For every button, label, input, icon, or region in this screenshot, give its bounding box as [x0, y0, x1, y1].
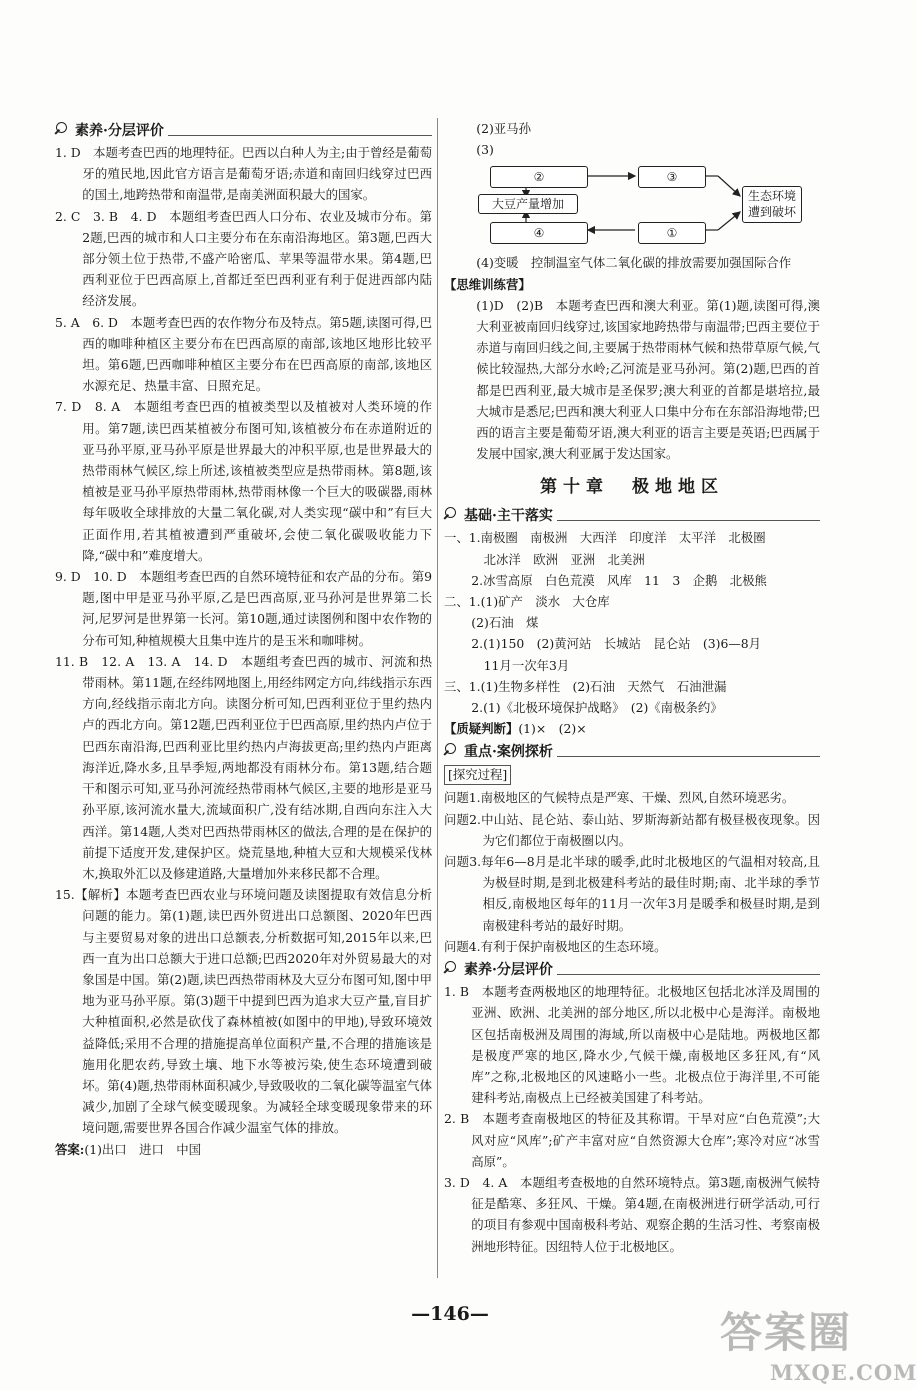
watermark-logo	[720, 1300, 917, 1390]
basic-line: 三、1.(1)生物多样性 (2)石油 天然气 石油泄漏	[444, 678, 727, 694]
answer-item: 15.【解析】本题考查巴西农业与环境问题及读图提取有效信息分析问题的能力。第(1)题,读巴西外贸进出口总额图、2020年巴西与主要贸易对象的进出口总额表,分析数据可知,2015年以来,巴西一直为出口总额大于进口总额;巴西2020年对外贸易最大的对象国是中国。第(2)题,读巴西热带雨林及大豆分布图可知,图中甲地为亚马孙平原。第(3)题干中提到巴西为追求大豆产量,盲目扩大种植面积,必然是砍伐了森林植被(如图中的甲地),导致环境效益降低;采用不合理的措施提高单位面积产量,不合理的措施该是施用化肥农药,导致土壤、地下水等被污染,使生态环境遭到破坏。第(4)题,热带雨林面积减少,导致吸收的二氧化碳等温室气体减少,加剧了全球气候变暖现象。为减轻全球变暖现象带来的环境问题,需要世界各国合作减少温室气体的排放。	[55, 887, 432, 1136]
watermark-text: 答案圈	[720, 1308, 853, 1357]
answer-item: 9. D 10. D 本题组考查巴西的自然环境特征和农产品的分布。第9题,图中甲是亚马孙平原,乙是巴西高原,亚马孙河是世界第二长河,尼罗河是世界第一长河。第10题,通过读图例和图中农作物的分布可知,种植规模大且集中连片的是玉米和咖啡树。	[55, 569, 432, 648]
column-divider	[437, 118, 438, 1278]
diagram-box-1: ①	[638, 222, 706, 244]
basic-line: (2)石油 煤	[471, 615, 539, 631]
section-title: 基础·主干落实	[464, 508, 553, 525]
question-item: 问题4.有利于保护南极地区的生态环境。	[444, 938, 667, 954]
section-heading	[55, 118, 432, 142]
answer-item: 1. D 本题考查巴西的地理特征。巴西以白种人为主;由于曾经是葡萄牙的殖民地,因此官方语言是葡萄牙语;赤道和南回归线穿过巴西的国土,地跨热带和南温带,是南美洲面积最大的国家。	[55, 145, 432, 203]
answer-line: (2)亚马孙	[476, 121, 531, 136]
question-item: 问题2.中山站、昆仑站、泰山站、罗斯海新站都有极昼极夜现象。因为它们都位于南极圈以内。	[444, 811, 820, 848]
section-heading	[444, 503, 820, 527]
explore-label: [探究过程]	[444, 765, 511, 785]
diagram-box-2: ②	[490, 166, 588, 188]
basic-line: 北冰洋 欧洲 亚洲 北美洲	[471, 551, 645, 567]
answer-item: 7. D 8. A 本题组考查巴西的植被类型以及植被对人类环境的作用。第7题,读巴西某植被分布图可知,该植被分布在赤道附近的亚马孙平原,亚马孙平原是世界最大的冲积平原,也是世界最大的热带雨林气候区,综上所述,该植被类型应是热带雨林。第8题,该植被是亚马孙平原热带雨林,热带雨林像一个巨大的吸碳器,雨林每年吸收全球排放的大量二氧化碳,对人类实现“碳中和”有巨大正面作用,若其植被遭到严重破坏,会使二氧化碳吸收能力下降,“碳中和”难度增大。	[55, 399, 432, 563]
think-title: 【思维训练营】	[444, 276, 531, 292]
diagram-box-soy: 大豆产量增加	[478, 194, 578, 214]
heading-rule	[557, 745, 820, 757]
section-title: 素养·分层评价	[75, 123, 164, 139]
answer-item: 1. B 本题考查两极地区的地理特征。北极地区包括北冰洋及周围的亚洲、欧洲、北美洲的部分地区,所以北极中心是海洋。南极地区包括南极洲及周围的海域,所以南极中心是陆地。两极地区都是极度严寒的地区,降水少,气候干燥,南极地区多狂风,有“风库”之称,北极地区的风速略小一些。北极点位于海洋里,不可能建科考站,南极点上已经被美国建了科考站。	[444, 984, 820, 1106]
magnifier-icon	[444, 507, 460, 523]
answer-item: 2. B 本题考查南极地区的特征及其称谓。干旱对应“白色荒漠”;大风对应“风库”;矿产丰富对应“自然资源大仓库”;寒冷对应“冰雪高原”。	[444, 1111, 820, 1169]
judge-title: 【质疑判断】	[444, 721, 519, 737]
question-item: 问题1.南极地区的气候特点是严寒、干燥、烈风,自然环境恶劣。	[444, 790, 795, 806]
basic-line: 二、1.(1)矿产 淡水 大仓库	[444, 594, 610, 610]
diagram-box-3: ③	[638, 166, 706, 188]
answer-line: (3)	[476, 142, 494, 158]
answer-text: (1)出口 进口 中国	[84, 1141, 202, 1157]
left-column	[55, 118, 432, 1160]
basic-line: 一、1.南极圈 南极洲 大西洋 印度洋 太平洋 北极圈	[444, 530, 766, 546]
magnifier-icon	[444, 961, 460, 977]
answer-item: 11. B 12. A 13. A 14. D 本题组考查巴西的城市、河流和热带雨林。第11题,在经纬网地图上,用经纬网定方向,纬线指示东西方向,经线指示南北方向。读图分析可知,巴西利亚位于里约热内卢的西北方向。第12题,巴西利亚位于巴西高原,里约热内卢位于巴西东南沿海,巴西利亚比里约热内卢海拔更高;里约热内卢距离海洋近,降水多,且旱季短,两地都没有雨林分布。第13题,结合题干和图示可知,亚马孙河流经热带雨林气候区,主要的地形是亚马孙平原,该河流水量大,流域面积广,没有结冰期,自西向东注入大西洋。第14题,人类对巴西热带雨林区的做法,合理的是在保护的前提下适度开发,建保护区。烧荒垦地,种植大豆和大规模采伐林木,换取外汇以及修建道路,大量增加外来移民都不合理。	[55, 653, 433, 881]
right-column	[444, 118, 820, 1257]
magnifier-icon	[444, 743, 460, 759]
chapter-title: 第十章 极地地区	[540, 477, 724, 498]
answer-item: 3. D 4. A 本题组考查极地的自然环境特点。第3题,南极洲气候特征是酷寒、多狂风、干燥。第4题,在南极洲进行研学活动,可行的项目有参观中国南极科考站、观察企鹅的生活习性、考察南极洲地形特征。因纽特人位于北极地区。	[444, 1174, 820, 1254]
section-title: 素养·分层评价	[464, 962, 553, 979]
judge-text: (1)× (2)×	[518, 721, 587, 737]
watermark-url: MXQE.COM	[770, 1360, 917, 1385]
section-heading	[444, 957, 820, 981]
basic-line: 2.(1)150 (2)黄河站 长城站 昆仑站 (3)6—8月	[471, 636, 762, 652]
answer-line	[55, 1139, 432, 1160]
diagram-box-4: ④	[490, 222, 588, 244]
judge-line	[444, 718, 820, 739]
answer-line: (4)变暖 控制温室气体二氧化碳的排放需要加强国际合作	[476, 255, 792, 271]
answer-item: 5. A 6. D 本题考查巴西的农作物分布及特点。第5题,读图可得,巴西的咖啡种植区主要分布在巴西高原的南部,该地区地形比较平坦。第6题,巴西咖啡种植区主要分布在巴西高原的南部,该地区水源充足、热量丰富、日照充足。	[55, 314, 432, 394]
flow-diagram	[478, 164, 796, 246]
question-item: 问题3.每年6—8月是北半球的暖季,此时北极地区的气温相对较高,且为极昼时期,是到北极建科考站的最佳时期;南、北半球的季节相反,南极地区每年的11月一次年3月是暖季和极昼时期,是到南极建科考站的最好时期。	[444, 854, 820, 933]
section-heading	[444, 739, 820, 763]
think-text: (1)D (2)B 本题考查巴西和澳大利亚。第(1)题,读图可得,澳大利亚被南回归线穿过,该国家地跨热带与南温带;巴西主要位于赤道与南回归线之间,主要属于热带雨林气候和热带草原气候,气候比较湿热,大部分水岭;乙河流是亚马孙河。第(2)题,巴西的首都是巴西利亚,最大城市是圣保罗;澳大利亚的首都是堪培拉,最大城市是悉尼;巴西和澳大利亚人口集中分布在东部沿海地带;巴西的语言主要是葡萄牙语,澳大利亚的语言主要是英语;巴西属于发展中国家,澳大利亚属于发达国家。	[476, 297, 820, 462]
basic-line: 2.冰雪高原 白色荒漠 风库 11 3 企鹅 北极熊	[471, 572, 767, 588]
answer-item: 2. C 3. B 4. D 本题组考查巴西人口分布、农业及城市分布。第2题,巴西的城市和人口主要分布在东南沿海地区。第3题,巴西大部分领土位于热带,不盛产哈密瓜、苹果等温带水果。第4题,巴西利亚位于巴西高原上,首都迁至巴西利亚有利于促进西部内陆经济发展。	[55, 208, 432, 309]
basic-line: 2.(1)《北极环境保护战略》 (2)《南极条约》	[471, 700, 723, 716]
heading-rule	[557, 963, 820, 975]
basic-line: 11月一次年3月	[471, 657, 570, 673]
page-number: —146—	[411, 1303, 489, 1325]
heading-rule	[168, 124, 432, 136]
answer-label: 答案:	[55, 1141, 85, 1157]
heading-rule	[557, 509, 820, 521]
section-title: 重点·案例探析	[464, 744, 553, 761]
diagram-box-eco: 生态环境遭到破坏	[742, 186, 802, 223]
magnifier-icon	[55, 122, 71, 138]
